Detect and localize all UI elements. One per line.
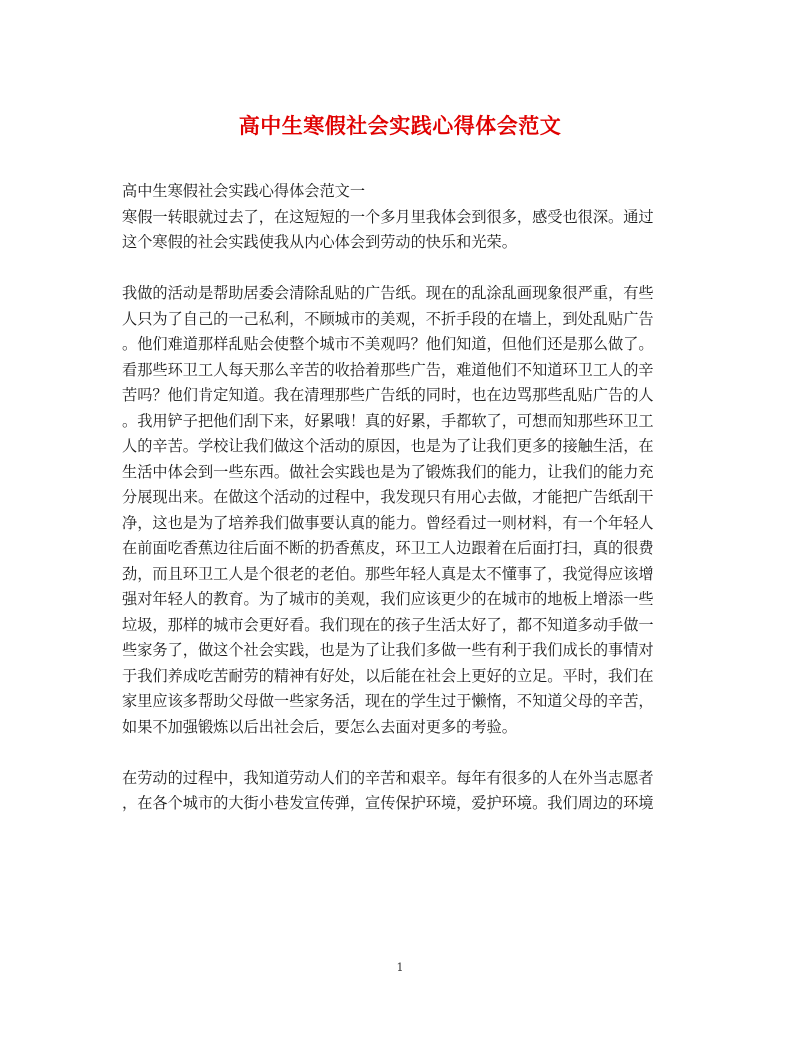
paragraph-gap xyxy=(122,740,682,766)
paragraph-line: 这个寒假的社会实践使我从内心体会到劳动的快乐和光荣。 xyxy=(122,233,517,251)
paragraph-gap xyxy=(122,256,682,282)
paragraph-line: 在前面吃香蕉边往后面不断的扔香蕉皮，环卫工人边跟着在后面打扫，真的很费 xyxy=(122,539,654,557)
paragraph-line: 如果不加强锻炼以后出社会后，要怎么去面对更多的考验。 xyxy=(122,717,517,736)
page-number: 1 xyxy=(396,961,404,974)
paragraph-line: 劲，而且环卫工人是个很老的老伯。那些年轻人真是太不懂事了，我觉得应该增 xyxy=(122,564,654,583)
paragraph-line: 些家务了，做这个社会实践，也是为了让我们多做一些有利于我们成长的事情对 xyxy=(122,641,654,659)
subtitle: 高中生寒假社会实践心得体会范文一 xyxy=(122,182,365,200)
paragraph-line: 我做的活动是帮助居委会清除乱贴的广告纸。现在的乱涂乱画现象很严重，有些 xyxy=(122,284,654,302)
document-title: 高中生寒假社会实践心得体会范文 xyxy=(238,113,562,138)
paragraph-line: 生活中体会到一些东西。做社会实践也是为了锻炼我们的能力，让我们的能力充 xyxy=(122,462,654,481)
paragraph-line: 垃圾，那样的城市会更好看。我们现在的孩子生活太好了，都不知道多动手做一 xyxy=(122,615,654,634)
document-body xyxy=(122,179,682,817)
paragraph-line: 人只为了自己的一己私利，不顾城市的美观，不折手段的在墙上，到处乱贴广告 xyxy=(122,309,654,328)
paragraph-line: ，在各个城市的大街小巷发宣传弹，宣传保护环境，爱护环境。我们周边的环境 xyxy=(122,794,654,812)
paragraph-line: 人的辛苦。学校让我们做这个活动的原因，也是为了让我们更多的接触生活，在 xyxy=(122,437,654,455)
paragraph-line: 看那些环卫工人每天那么辛苦的收拾着那些广告，难道他们不知道环卫工人的辛 xyxy=(122,360,654,379)
paragraph-line: 。他们难道那样乱贴会使整个城市不美观吗？他们知道，但他们还是那么做了。 xyxy=(122,335,654,353)
paragraph-line: 强对年轻人的教育。为了城市的美观，我们应该更少的在城市的地板上增添一些 xyxy=(122,590,654,608)
paragraph-line: 。我用铲子把他们刮下来，好累哦！真的好累，手都软了，可想而知那些环卫工 xyxy=(122,411,654,430)
paragraph-line: 净，这也是为了培养我们做事要认真的能力。曾经看过一则材料，有一个年轻人 xyxy=(122,513,654,532)
paragraph-line: 分展现出来。在做这个活动的过程中，我发现只有用心去做，才能把广告纸刮干 xyxy=(122,488,654,506)
paragraph-line: 家里应该多帮助父母做一些家务活，现在的学生过于懒惰，不知道父母的辛苦， xyxy=(122,692,654,710)
paragraph-line: 在劳动的过程中，我知道劳动人们的辛苦和艰辛。每年有很多的人在外当志愿者 xyxy=(122,768,654,787)
paragraph-line: 寒假一转眼就过去了，在这短短的一个多月里我体会到很多，感受也很深。通过 xyxy=(122,207,654,226)
paragraph-line: 于我们养成吃苦耐劳的精神有好处，以后能在社会上更好的立足。平时，我们在 xyxy=(122,666,654,685)
paragraph-line: 苦吗？他们肯定知道。我在清理那些广告纸的同时，也在边骂那些乱贴广告的人 xyxy=(122,386,654,404)
